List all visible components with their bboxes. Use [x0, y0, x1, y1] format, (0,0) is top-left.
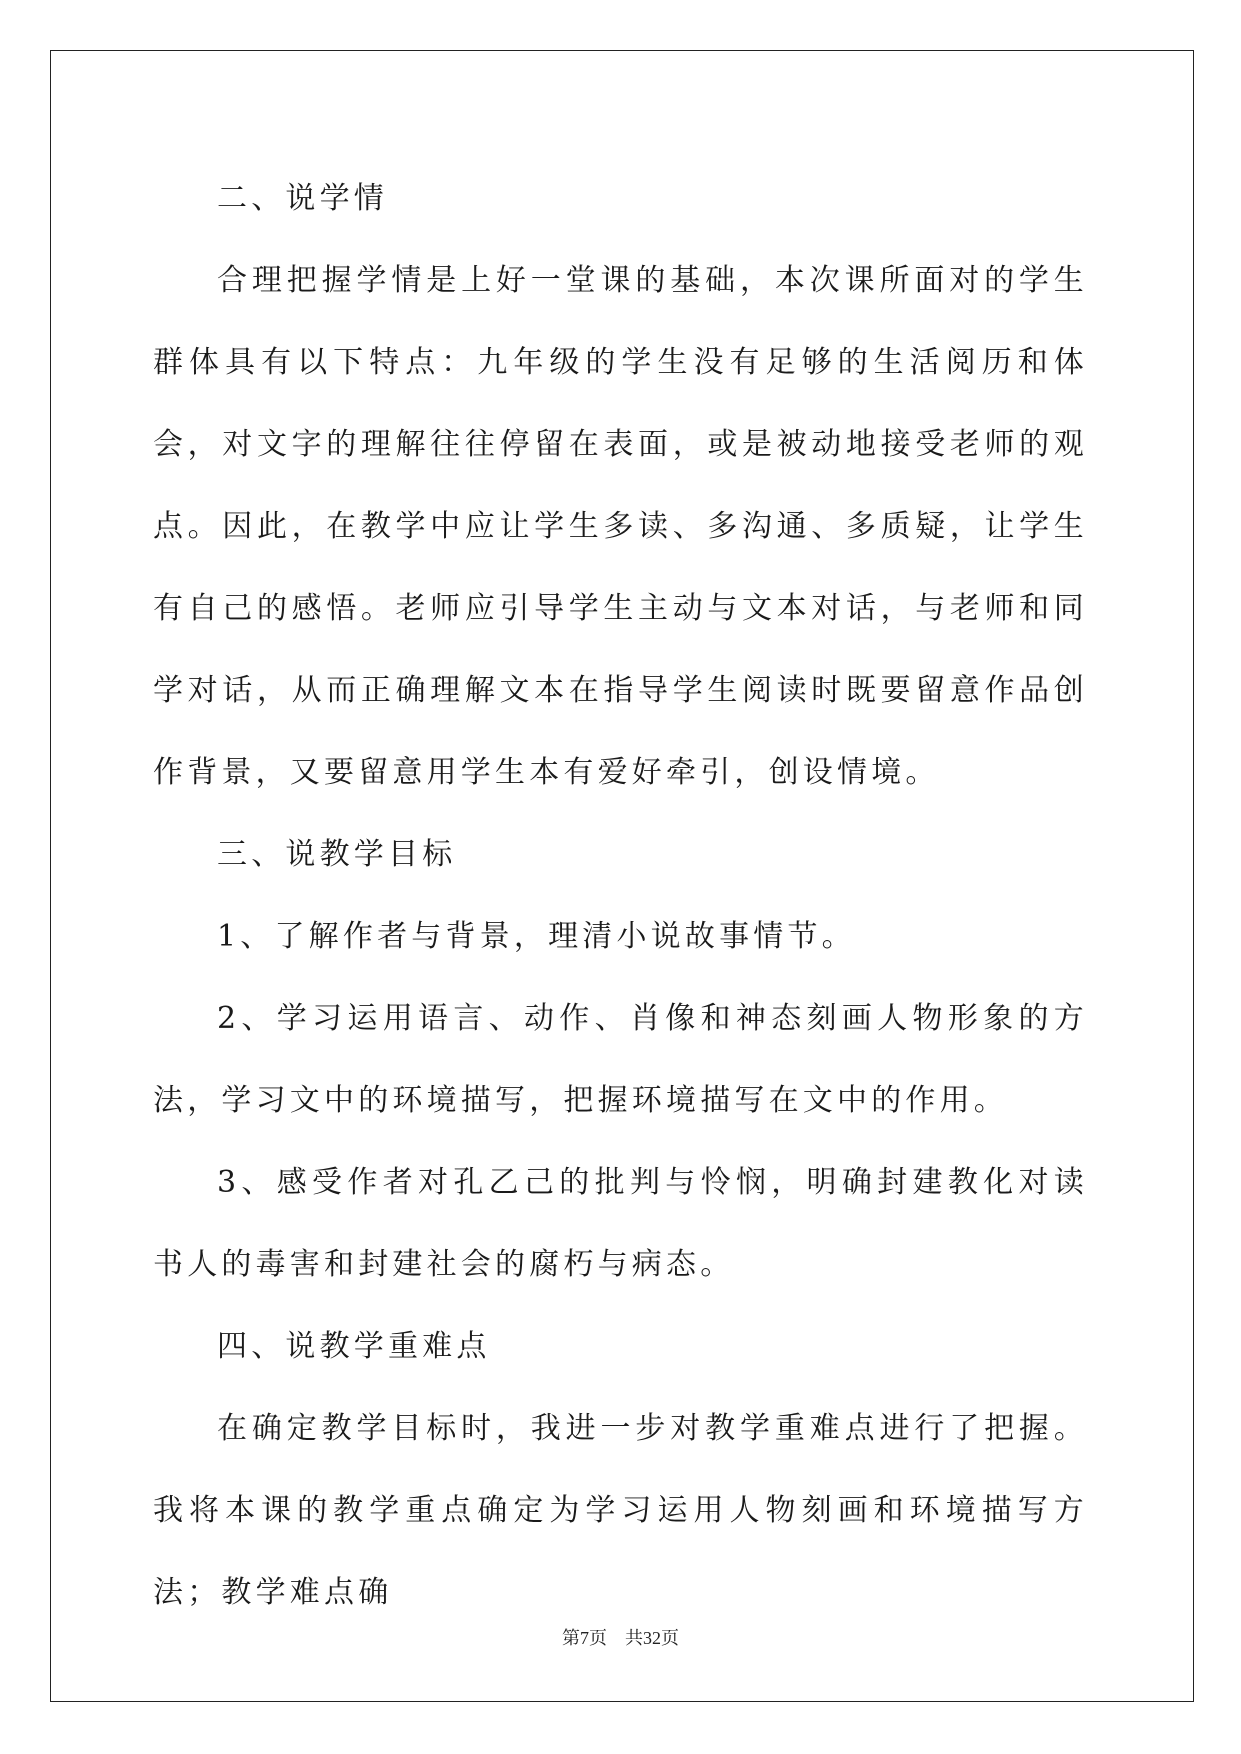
page-footer [0, 1624, 1241, 1650]
page-number-label: 第7页 共32页 [562, 1628, 679, 1648]
objective-item-1: 1、了解作者与背景，理清小说故事情节。 [217, 919, 856, 954]
objective-item-2: 2、学习运用语言、动作、肖像和神态刻画人物形象的方法，学习文中的环境描写，把握环境描写在文中的作用。 [153, 1001, 1088, 1118]
document-body [153, 158, 1088, 1634]
paragraph-learner-analysis: 合理把握学情是上好一堂课的基础，本次课所面对的学生群体具有以下特点：九年级的学生没有足够的生活阅历和体会，对文字的理解往往停留在表面，或是被动地接受老师的观点。因此，在教学中应让学生多读、多沟通、多质疑，让学生有自己的感悟。老师应引导学生主动与文本对话，与老师和同学对话，从而正确理解文本在指导学生阅读时既要留意作品创作背景，又要留意用学生本有爱好牵引，创设情境。 [153, 263, 1088, 790]
section-heading-learner-analysis: 二、说学情 [217, 181, 388, 216]
section-heading-key-difficulties: 四、说教学重难点 [217, 1329, 491, 1364]
paragraph-key-difficulties: 在确定教学目标时，我进一步对教学重难点进行了把握。我将本课的教学重点确定为学习运用人物刻画和环境描写方法；教学难点确 [153, 1411, 1088, 1610]
section-heading-teaching-objectives: 三、说教学目标 [217, 837, 457, 872]
objective-item-3: 3、感受作者对孔乙己的批判与怜悯，明确封建教化对读书人的毒害和封建社会的腐朽与病态。 [153, 1165, 1088, 1282]
